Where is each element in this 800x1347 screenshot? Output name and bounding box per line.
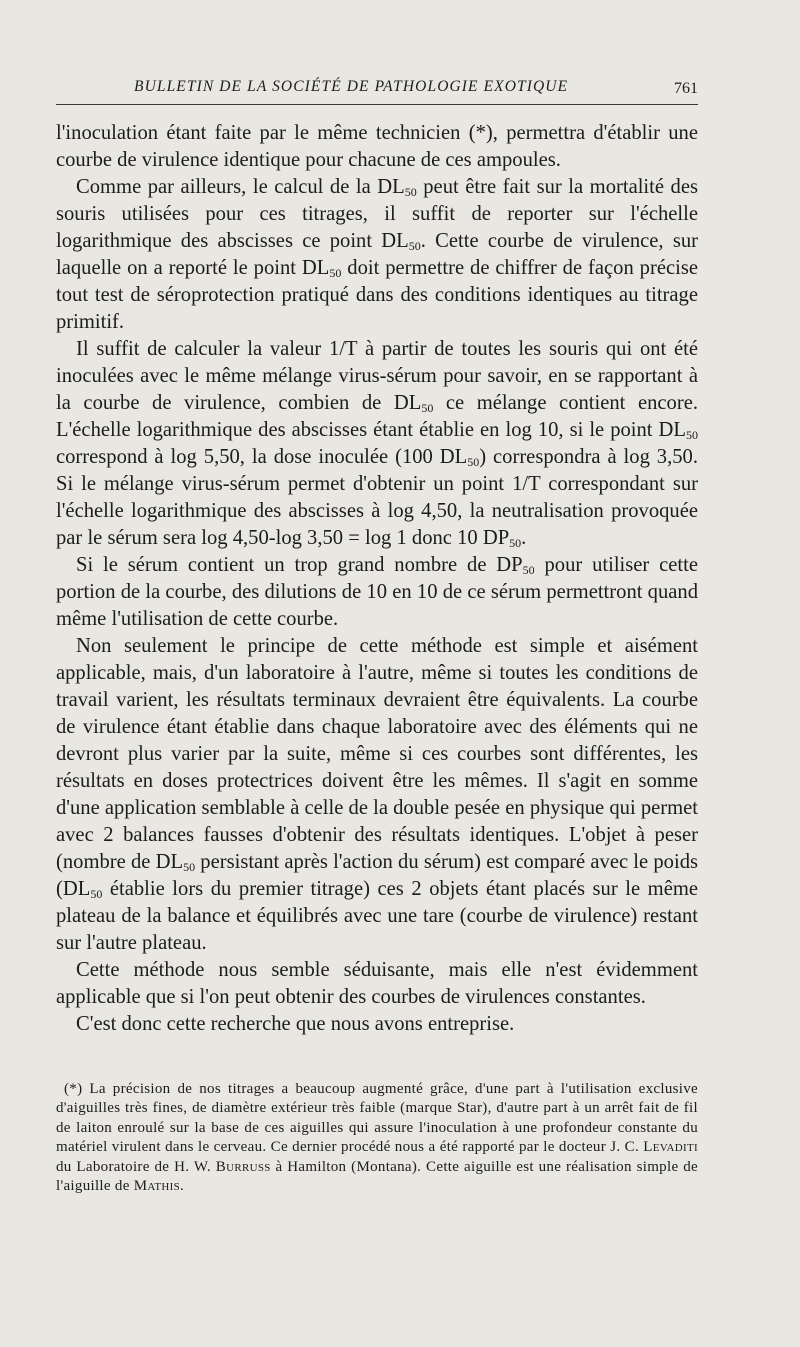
paragraph-4 (56, 552, 698, 633)
subscript-50: 50 (404, 185, 417, 199)
text-run: établie lors du premier titrage) ces 2 objets étant placés sur le même plateau de la balance et équilibrés avec une tare (courbe de virulence) restant sur l'autre plateau. (56, 878, 698, 954)
text-run: Il suffit de calculer la valeur 1/T à partir de toutes les souris qui ont été inoculées avec le même mélange virus-sérum pour savoir, en se rapportant à la courbe de virulence, combien de DL (56, 338, 698, 414)
text-run: peut être fait sur la mortalité des souris utilisées pour ces titrages, il suffit de reporter sur l'échelle logarithmique des abscisses ce point DL (56, 176, 698, 252)
author-name: Burruss (215, 1158, 271, 1175)
text-run: pour utiliser cette portion de la courbe, des dilutions de 10 en 10 de ce sérum permettront quand même l'utilisation de cette courbe. (56, 554, 698, 630)
running-head (56, 78, 698, 104)
footnote-text (56, 1080, 698, 1196)
subscript-50: 50 (408, 239, 421, 253)
running-title: BULLETIN DE LA SOCIÉTÉ DE PATHOLOGIE EXOTIQUE (134, 78, 569, 95)
footnote (56, 1080, 698, 1196)
subscript-50: 50 (509, 536, 522, 550)
text-run: à Hamilton (Montana). Cette aiguille est une réalisation simple de l'aiguille de (56, 1158, 698, 1195)
subscript-50: 50 (421, 401, 434, 415)
subscript-50: 50 (90, 887, 103, 901)
paragraph-7 (56, 1011, 698, 1038)
text-run: Comme par ailleurs, le calcul de la DL (76, 176, 405, 198)
text-run: Cette méthode nous semble séduisante, mais elle n'est évidemment applicable que si l'on peut obtenir des courbes de virulences constantes. (56, 959, 698, 1008)
text-run: (*) La précision de nos titrages a beaucoup augmenté grâce, d'une part à l'utilisation exclusive d'aiguilles très fines, de diamètre extérieur très faible (marque Star), d'autre part à un arrêt fait de fil de laiton enroulé sur la base de ces aiguilles qui assure l'inoculation à une profondeur constante du matériel virulent dans le cerveau. Ce dernier procédé nous a été rapporté par le docteur J. C. (56, 1081, 698, 1156)
paragraph-3 (56, 336, 698, 552)
text-run: Si le sérum contient un trop grand nombre de DP (76, 554, 523, 576)
text-run: C'est donc cette recherche que nous avons entreprise. (76, 1013, 515, 1035)
text-run: ce mélange contient encore. L'échelle logarithmique des abscisses étant établie en log 10, si le point DL (56, 392, 698, 441)
subscript-50: 50 (329, 266, 342, 280)
body-text (56, 120, 698, 1038)
text-run: doit permettre de chiffrer de façon précise tout test de séroprotection pratiqué dans des conditions identiques au titrage primitif. (56, 257, 698, 333)
subscript-50: 50 (467, 455, 480, 469)
text-run: l'inoculation étant faite par le même technicien (*), permettra d'établir une courbe de virulence identique pour chacune de ces ampoules. (56, 122, 698, 171)
text-run: correspond à log 5,50, la dose inoculée (100 DL (56, 446, 468, 468)
paragraph-1 (56, 120, 698, 174)
header-rule (56, 104, 698, 105)
text-run: Non seulement le principe de cette méthode est simple et aisément applicable, mais, d'un laboratoire à l'autre, même si toutes les conditions de travail varient, les résultats terminaux devraient être équivalents. La courbe de virulence étant établie dans chaque laboratoire avec des éléments qui ne devront plus varier par la suite, même si ces courbes sont différentes, les résultats en doses protectrices doivent être les mêmes. Il s'agit en somme d'une application semblable à celle de la double pesée en physique qui permet avec 2 balances fausses d'obtenir des résultats identiques. L'objet à peser (nombre de DL (56, 635, 698, 873)
text-run: . Cette courbe de virulence, sur laquelle on a reporté le point DL (56, 230, 698, 279)
paragraph-5 (56, 633, 698, 957)
page-number: 761 (674, 80, 698, 97)
text-run: . (180, 1178, 185, 1195)
paragraph-6 (56, 957, 698, 1011)
text-run: . (521, 527, 527, 549)
text-run: persistant après l'action du sérum) est comparé avec le poids (DL (56, 851, 699, 900)
author-name: Levaditi (643, 1139, 698, 1156)
text-run: du Laboratoire de H. W. (56, 1158, 216, 1175)
subscript-50: 50 (522, 563, 535, 577)
author-name: Mathis (133, 1178, 181, 1195)
subscript-50: 50 (183, 860, 196, 874)
text-run: ) correspondra à log 3,50. Si le mélange virus-sérum permet d'obtenir un point 1/T correspondant sur l'échelle logarithmique des abscisses à log 4,50, la neutralisation provoquée par le sérum sera log 4,50-log 3,50 = log 1 donc 10 DP (56, 446, 698, 549)
subscript-50: 50 (686, 428, 698, 442)
paragraph-2 (56, 174, 698, 336)
